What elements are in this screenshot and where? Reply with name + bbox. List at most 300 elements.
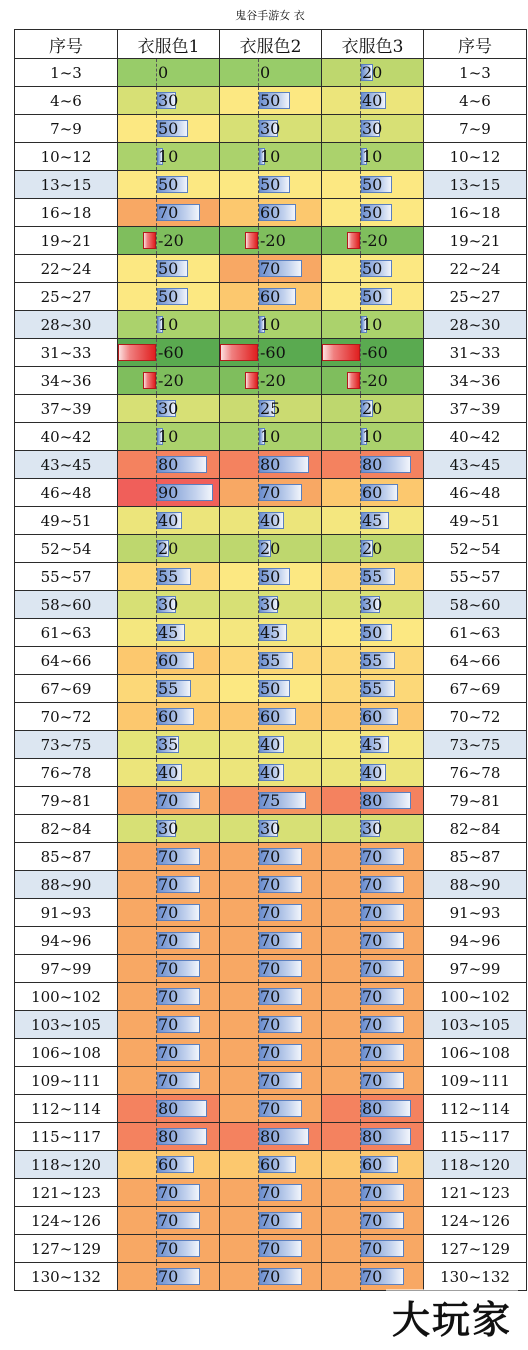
value-label: 55: [362, 651, 383, 670]
range-cell-right: 1~3: [424, 59, 527, 87]
value-label: -60: [158, 343, 184, 362]
table-row: [15, 1123, 527, 1151]
range-cell-left: 109~111: [15, 1067, 118, 1095]
range-cell-left: 55~57: [15, 563, 118, 591]
value-label: 60: [158, 1155, 179, 1174]
value-label: 0: [158, 63, 169, 82]
value-label: 80: [260, 455, 281, 474]
value-label: 25: [260, 399, 281, 418]
value-cell-color-2: [220, 87, 322, 115]
table-body: [15, 59, 527, 1291]
value-cell-color-1: [118, 563, 220, 591]
value-cell-color-3: [322, 1207, 424, 1235]
range-cell-left: 76~78: [15, 759, 118, 787]
value-cell-color-1: [118, 1067, 220, 1095]
range-cell-right: 127~129: [424, 1235, 527, 1263]
value-cell-color-3: [322, 1263, 424, 1291]
value-label: 35: [158, 735, 179, 754]
value-cell-color-2: [220, 703, 322, 731]
range-cell-left: 70~72: [15, 703, 118, 731]
value-cell-color-3: [322, 815, 424, 843]
negative-data-bar: [118, 344, 156, 361]
value-cell-color-1: [118, 535, 220, 563]
value-label: 70: [260, 903, 281, 922]
range-cell-right: 52~54: [424, 535, 527, 563]
value-cell-color-3: [322, 647, 424, 675]
value-cell-color-2: [220, 311, 322, 339]
value-label: 70: [362, 1211, 383, 1230]
value-label: 50: [362, 287, 383, 306]
negative-data-bar: [143, 372, 156, 389]
value-label: 50: [158, 259, 179, 278]
range-cell-left: 106~108: [15, 1039, 118, 1067]
range-cell-right: 85~87: [424, 843, 527, 871]
table-row: [15, 703, 527, 731]
range-cell-left: 22~24: [15, 255, 118, 283]
value-cell-color-2: [220, 143, 322, 171]
value-cell-color-1: [118, 1011, 220, 1039]
range-cell-left: 28~30: [15, 311, 118, 339]
value-label: 70: [158, 1071, 179, 1090]
negative-data-bar: [245, 232, 258, 249]
range-cell-right: 103~105: [424, 1011, 527, 1039]
value-label: 60: [158, 707, 179, 726]
range-cell-right: 31~33: [424, 339, 527, 367]
value-cell-color-1: [118, 1207, 220, 1235]
value-cell-color-1: [118, 59, 220, 87]
value-label: 70: [260, 1099, 281, 1118]
value-label: 60: [260, 287, 281, 306]
table-title: 鬼谷手游女 衣: [235, 9, 305, 22]
table-row: [15, 675, 527, 703]
zero-axis: [156, 59, 157, 86]
header-index-left: 序号: [15, 30, 118, 59]
value-label: 50: [260, 91, 281, 110]
range-cell-left: 97~99: [15, 955, 118, 983]
value-cell-color-3: [322, 1151, 424, 1179]
zero-axis: [156, 227, 157, 254]
value-cell-color-1: [118, 759, 220, 787]
range-cell-left: 4~6: [15, 87, 118, 115]
value-label: -20: [362, 371, 388, 390]
zero-axis: [258, 59, 259, 86]
value-cell-color-3: [322, 759, 424, 787]
value-label: 55: [362, 679, 383, 698]
value-label: 70: [260, 1071, 281, 1090]
value-cell-color-2: [220, 339, 322, 367]
value-label: 40: [260, 511, 281, 530]
range-cell-right: 124~126: [424, 1207, 527, 1235]
range-cell-left: 10~12: [15, 143, 118, 171]
value-label: 70: [362, 847, 383, 866]
value-cell-color-2: [220, 619, 322, 647]
value-label: 60: [362, 483, 383, 502]
value-cell-color-2: [220, 759, 322, 787]
clothing-color-table: [14, 29, 527, 1291]
value-label: 60: [158, 651, 179, 670]
range-cell-left: 79~81: [15, 787, 118, 815]
value-cell-color-2: [220, 423, 322, 451]
table-row: [15, 395, 527, 423]
value-label: 10: [158, 315, 179, 334]
value-label: -20: [158, 231, 184, 250]
value-label: 10: [158, 147, 179, 166]
range-cell-right: 88~90: [424, 871, 527, 899]
value-label: 70: [158, 203, 179, 222]
table-row: [15, 1011, 527, 1039]
zero-axis: [156, 367, 157, 394]
value-cell-color-2: [220, 199, 322, 227]
negative-data-bar: [143, 232, 156, 249]
range-cell-right: 118~120: [424, 1151, 527, 1179]
zero-axis: [258, 227, 259, 254]
value-cell-color-2: [220, 1235, 322, 1263]
value-label: 60: [362, 1155, 383, 1174]
header-row: [15, 30, 527, 59]
table-row: [15, 731, 527, 759]
value-cell-color-2: [220, 367, 322, 395]
range-cell-right: 28~30: [424, 311, 527, 339]
value-cell-color-1: [118, 927, 220, 955]
value-label: 70: [362, 931, 383, 950]
value-cell-color-2: [220, 591, 322, 619]
range-cell-right: 58~60: [424, 591, 527, 619]
table-row: [15, 367, 527, 395]
negative-data-bar: [347, 232, 360, 249]
range-cell-left: 1~3: [15, 59, 118, 87]
value-cell-color-1: [118, 143, 220, 171]
value-cell-color-2: [220, 1011, 322, 1039]
value-cell-color-3: [322, 115, 424, 143]
range-cell-right: 67~69: [424, 675, 527, 703]
value-label: 55: [362, 567, 383, 586]
range-cell-right: 40~42: [424, 423, 527, 451]
value-cell-color-1: [118, 1039, 220, 1067]
value-label: 50: [260, 175, 281, 194]
value-label: 30: [362, 819, 383, 838]
value-label: 50: [158, 287, 179, 306]
value-label: 30: [158, 399, 179, 418]
value-label: 70: [260, 1211, 281, 1230]
value-cell-color-3: [322, 171, 424, 199]
watermark-logo: 大玩家: [386, 1289, 518, 1344]
range-cell-right: 64~66: [424, 647, 527, 675]
value-cell-color-2: [220, 59, 322, 87]
value-label: 20: [362, 63, 383, 82]
value-label: 30: [158, 595, 179, 614]
value-cell-color-3: [322, 59, 424, 87]
table-row: [15, 647, 527, 675]
range-cell-right: 7~9: [424, 115, 527, 143]
value-label: -60: [260, 343, 286, 362]
value-label: 80: [362, 455, 383, 474]
table-row: [15, 143, 527, 171]
range-cell-left: 115~117: [15, 1123, 118, 1151]
value-label: 70: [362, 1183, 383, 1202]
value-cell-color-1: [118, 731, 220, 759]
value-label: 60: [260, 203, 281, 222]
table-row: [15, 563, 527, 591]
table-row: [15, 339, 527, 367]
value-label: 20: [158, 539, 179, 558]
table-row: [15, 591, 527, 619]
value-label: 40: [260, 763, 281, 782]
value-label: 50: [362, 259, 383, 278]
range-cell-left: 88~90: [15, 871, 118, 899]
value-label: 60: [362, 707, 383, 726]
value-label: 90: [158, 483, 179, 502]
table-row: [15, 255, 527, 283]
value-label: 70: [260, 1015, 281, 1034]
table-row: [15, 171, 527, 199]
value-label: 70: [362, 1043, 383, 1062]
table-row: [15, 787, 527, 815]
range-cell-right: 49~51: [424, 507, 527, 535]
header-color-3: 衣服色3: [322, 30, 424, 59]
value-cell-color-2: [220, 955, 322, 983]
value-label: 10: [362, 427, 383, 446]
range-cell-left: 43~45: [15, 451, 118, 479]
value-label: 10: [260, 427, 281, 446]
range-cell-left: 16~18: [15, 199, 118, 227]
value-cell-color-3: [322, 591, 424, 619]
negative-data-bar: [322, 344, 360, 361]
value-label: 40: [362, 91, 383, 110]
table-row: [15, 815, 527, 843]
table-row: [15, 1207, 527, 1235]
value-cell-color-1: [118, 591, 220, 619]
table-row: [15, 115, 527, 143]
value-label: 50: [260, 679, 281, 698]
value-label: 70: [158, 791, 179, 810]
value-cell-color-3: [322, 367, 424, 395]
value-cell-color-2: [220, 1039, 322, 1067]
zero-axis: [258, 367, 259, 394]
value-cell-color-1: [118, 507, 220, 535]
value-cell-color-1: [118, 955, 220, 983]
value-cell-color-1: [118, 899, 220, 927]
value-cell-color-3: [322, 1095, 424, 1123]
value-label: 80: [362, 1099, 383, 1118]
value-label: 10: [260, 315, 281, 334]
value-cell-color-2: [220, 255, 322, 283]
value-cell-color-3: [322, 787, 424, 815]
value-cell-color-3: [322, 675, 424, 703]
range-cell-right: 43~45: [424, 451, 527, 479]
value-cell-color-3: [322, 255, 424, 283]
value-cell-color-2: [220, 1263, 322, 1291]
value-cell-color-3: [322, 983, 424, 1011]
table-row: [15, 1235, 527, 1263]
value-label: 80: [260, 1127, 281, 1146]
value-label: 70: [260, 1267, 281, 1286]
value-cell-color-1: [118, 815, 220, 843]
value-label: 70: [362, 1239, 383, 1258]
table-row: [15, 87, 527, 115]
negative-data-bar: [347, 372, 360, 389]
value-cell-color-1: [118, 311, 220, 339]
range-cell-left: 64~66: [15, 647, 118, 675]
value-cell-color-2: [220, 1067, 322, 1095]
value-label: 20: [362, 539, 383, 558]
value-label: 70: [158, 987, 179, 1006]
value-label: 50: [362, 203, 383, 222]
value-cell-color-1: [118, 1151, 220, 1179]
value-cell-color-1: [118, 1179, 220, 1207]
table-row: [15, 1067, 527, 1095]
value-cell-color-3: [322, 731, 424, 759]
range-cell-right: 13~15: [424, 171, 527, 199]
value-label: 60: [260, 707, 281, 726]
range-cell-left: 34~36: [15, 367, 118, 395]
value-label: 40: [158, 511, 179, 530]
value-cell-color-3: [322, 1235, 424, 1263]
range-cell-right: 112~114: [424, 1095, 527, 1123]
value-label: 70: [362, 987, 383, 1006]
value-label: -20: [260, 371, 286, 390]
value-label: 30: [362, 119, 383, 138]
value-cell-color-1: [118, 675, 220, 703]
value-cell-color-1: [118, 1235, 220, 1263]
range-cell-left: 112~114: [15, 1095, 118, 1123]
value-label: 50: [158, 175, 179, 194]
value-label: -20: [260, 231, 286, 250]
range-cell-left: 61~63: [15, 619, 118, 647]
value-label: -20: [362, 231, 388, 250]
value-cell-color-2: [220, 1207, 322, 1235]
value-cell-color-1: [118, 115, 220, 143]
value-label: 70: [158, 931, 179, 950]
value-label: 50: [260, 567, 281, 586]
table-row: [15, 955, 527, 983]
value-label: 10: [260, 147, 281, 166]
value-cell-color-3: [322, 227, 424, 255]
value-label: 70: [260, 875, 281, 894]
value-label: 70: [158, 1015, 179, 1034]
value-label: -20: [158, 371, 184, 390]
value-label: 10: [158, 427, 179, 446]
table-row: [15, 227, 527, 255]
value-cell-color-2: [220, 1095, 322, 1123]
value-cell-color-3: [322, 955, 424, 983]
value-cell-color-1: [118, 871, 220, 899]
value-label: 55: [260, 651, 281, 670]
value-label: 70: [362, 1267, 383, 1286]
value-cell-color-1: [118, 619, 220, 647]
range-cell-right: 4~6: [424, 87, 527, 115]
value-cell-color-2: [220, 899, 322, 927]
value-label: 50: [362, 623, 383, 642]
value-label: 75: [260, 791, 281, 810]
table-row: [15, 1095, 527, 1123]
value-cell-color-1: [118, 367, 220, 395]
value-label: 40: [362, 763, 383, 782]
value-cell-color-2: [220, 1123, 322, 1151]
table-row: [15, 451, 527, 479]
range-cell-left: 67~69: [15, 675, 118, 703]
value-cell-color-3: [322, 843, 424, 871]
value-cell-color-3: [322, 563, 424, 591]
table-row: [15, 899, 527, 927]
value-cell-color-2: [220, 563, 322, 591]
value-cell-color-3: [322, 1067, 424, 1095]
range-cell-left: 58~60: [15, 591, 118, 619]
value-label: 70: [158, 1183, 179, 1202]
value-label: 45: [362, 735, 383, 754]
range-cell-right: 55~57: [424, 563, 527, 591]
header-index-right: 序号: [424, 30, 527, 59]
value-label: 70: [362, 959, 383, 978]
range-cell-right: 100~102: [424, 983, 527, 1011]
table-row: [15, 927, 527, 955]
value-label: 10: [362, 315, 383, 334]
value-label: 40: [260, 735, 281, 754]
value-cell-color-3: [322, 339, 424, 367]
header-color-1: 衣服色1: [118, 30, 220, 59]
range-cell-left: 91~93: [15, 899, 118, 927]
value-cell-color-1: [118, 787, 220, 815]
range-cell-right: 76~78: [424, 759, 527, 787]
range-cell-right: 10~12: [424, 143, 527, 171]
range-cell-right: 130~132: [424, 1263, 527, 1291]
table-row: [15, 59, 527, 87]
range-cell-left: 37~39: [15, 395, 118, 423]
value-label: 50: [362, 175, 383, 194]
value-cell-color-2: [220, 983, 322, 1011]
value-cell-color-3: [322, 1179, 424, 1207]
range-cell-left: 19~21: [15, 227, 118, 255]
range-cell-left: 7~9: [15, 115, 118, 143]
table-row: [15, 479, 527, 507]
range-cell-left: 31~33: [15, 339, 118, 367]
range-cell-right: 106~108: [424, 1039, 527, 1067]
value-cell-color-2: [220, 395, 322, 423]
value-cell-color-1: [118, 647, 220, 675]
value-cell-color-3: [322, 395, 424, 423]
table-row: [15, 871, 527, 899]
value-cell-color-1: [118, 1123, 220, 1151]
range-cell-right: 82~84: [424, 815, 527, 843]
value-cell-color-1: [118, 703, 220, 731]
value-label: 70: [260, 931, 281, 950]
range-cell-left: 94~96: [15, 927, 118, 955]
value-cell-color-1: [118, 283, 220, 311]
value-label: -60: [362, 343, 388, 362]
value-label: 80: [362, 791, 383, 810]
value-label: 70: [260, 847, 281, 866]
range-cell-left: 124~126: [15, 1207, 118, 1235]
value-cell-color-1: [118, 227, 220, 255]
value-label: 70: [362, 875, 383, 894]
value-cell-color-3: [322, 899, 424, 927]
value-label: 30: [260, 819, 281, 838]
value-cell-color-1: [118, 1263, 220, 1291]
value-cell-color-1: [118, 255, 220, 283]
value-cell-color-1: [118, 171, 220, 199]
range-cell-left: 40~42: [15, 423, 118, 451]
range-cell-left: 103~105: [15, 1011, 118, 1039]
value-label: 70: [158, 959, 179, 978]
value-cell-color-1: [118, 395, 220, 423]
value-cell-color-2: [220, 787, 322, 815]
table-row: [15, 1263, 527, 1291]
range-cell-left: 49~51: [15, 507, 118, 535]
value-label: 70: [260, 987, 281, 1006]
table-row: [15, 983, 527, 1011]
value-label: 45: [158, 623, 179, 642]
range-cell-right: 109~111: [424, 1067, 527, 1095]
value-cell-color-1: [118, 1095, 220, 1123]
